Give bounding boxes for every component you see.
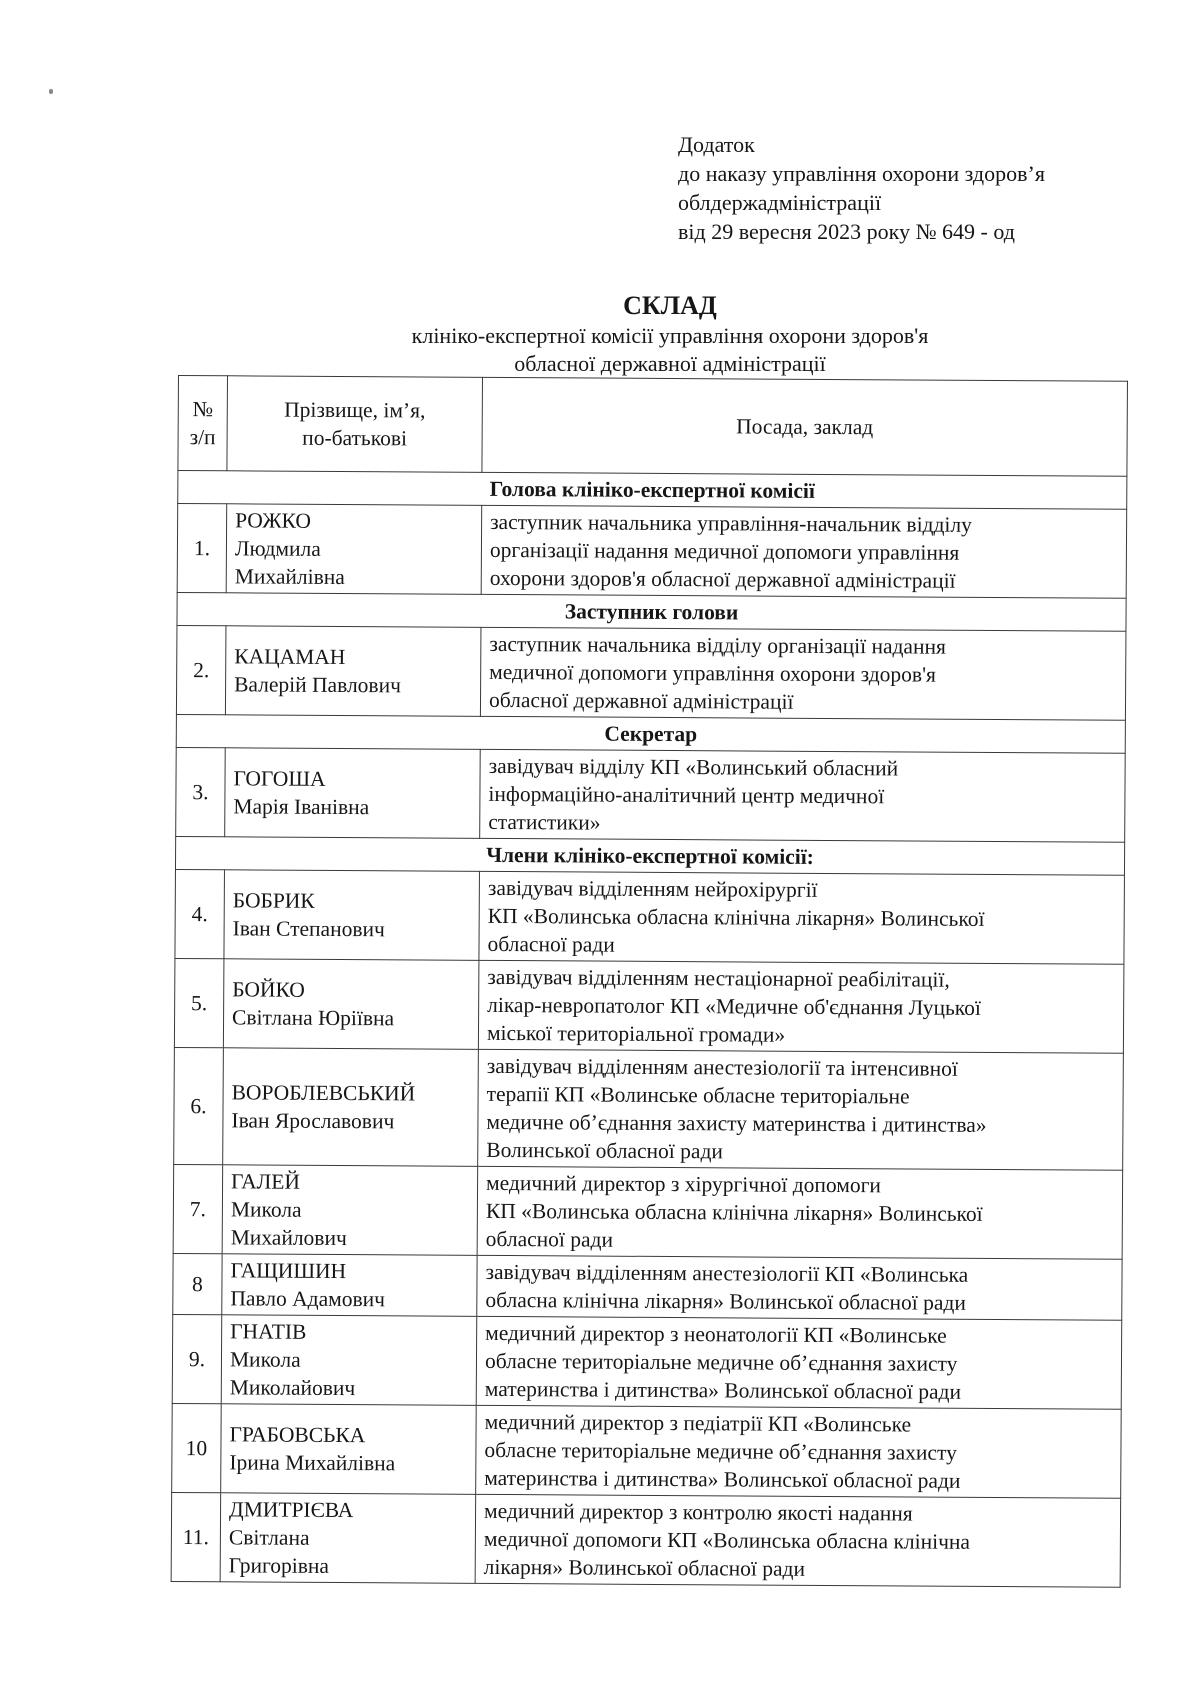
position-line: обласної державної адміністрації	[488, 687, 794, 714]
document-subtitle-line: клініко-експертної комісії управління охорони здоров'я	[411, 323, 929, 348]
row-name	[226, 504, 482, 595]
row-name	[222, 1165, 478, 1256]
surname: ГАЛЕЙ	[231, 1169, 301, 1194]
annex-line: до наказу управління охорони здоров’я	[678, 161, 1045, 186]
position-line: медичне об’єднання захисту материнства і дитинства»	[486, 1109, 987, 1137]
row-num: 1.	[177, 504, 227, 593]
table-row	[171, 1492, 1121, 1587]
name-line: Людмила	[234, 536, 321, 561]
row-num: 3.	[176, 747, 226, 836]
annex-line: облдержадміністрації	[678, 190, 882, 215]
table-row	[173, 1253, 1122, 1320]
surname: ГАЩИШИН	[230, 1258, 347, 1284]
document-subtitle-line: обласної державної адміністрації	[514, 351, 826, 376]
row-position	[481, 505, 1127, 598]
scan-speck	[49, 89, 53, 94]
section-title: Заступник голови	[177, 592, 1126, 631]
name-line: Михайлівна	[234, 564, 345, 590]
row-name	[223, 1048, 479, 1167]
position-line: обласної ради	[487, 931, 615, 957]
position-line: медичний директор з неонатології КП «Волинське	[485, 1320, 947, 1348]
position-line: медичний директор з хірургічної допомоги	[485, 1170, 882, 1198]
row-position	[479, 871, 1125, 964]
position-line: міської територіальної громади»	[486, 1020, 786, 1047]
table-row	[175, 869, 1125, 964]
row-name	[224, 870, 480, 961]
surname: ГОГОША	[233, 766, 326, 791]
name-line: Марія Іванівна	[233, 794, 370, 820]
position-line: організації надання медичної допомоги управління	[489, 537, 960, 565]
table-row	[176, 747, 1126, 842]
commission-table	[171, 375, 1128, 1588]
position-line: КП «Волинська обласна клінічна лікарня» Волинської	[487, 903, 985, 931]
row-num: 10	[172, 1403, 222, 1492]
surname: ДМИТРІЄВА	[228, 1497, 354, 1523]
row-num: 2.	[176, 625, 226, 714]
row-num: 11.	[171, 1492, 221, 1581]
document-title: СКЛАД	[623, 291, 717, 320]
table-row	[177, 504, 1127, 599]
annex-line: Додаток	[678, 132, 755, 157]
position-line: материнства і дитинства» Волинської обласної ради	[484, 1465, 961, 1493]
table-header-row	[178, 376, 1128, 477]
position-line: медичної допомоги управління охорони здоров'я	[489, 659, 936, 687]
name-line: Михайлович	[230, 1225, 347, 1251]
position-line: лікар-невропатолог КП «Медичне об'єднання Луцької	[487, 992, 981, 1020]
name-line: Павло Адамович	[230, 1286, 386, 1312]
header-num-line: з/п	[189, 425, 216, 450]
position-line: обласної ради	[485, 1226, 614, 1252]
position-line: завідувач відділенням нейрохірургії	[487, 875, 818, 902]
row-name	[220, 1493, 476, 1584]
position-line: материнства і дитинства» Волинської обласної ради	[484, 1376, 962, 1404]
position-line: охорони здоров'я обласної державної адміністрації	[489, 565, 956, 593]
row-num: 7.	[173, 1164, 223, 1253]
position-line: завідувач відділенням нестаціонарної реабілітації,	[487, 964, 950, 992]
row-position	[476, 1405, 1122, 1498]
header-name	[227, 376, 483, 473]
name-line: Григорівна	[228, 1553, 330, 1578]
document-heading	[300, 290, 1040, 378]
row-num: 5.	[174, 958, 224, 1047]
header-num-line: №	[192, 397, 214, 422]
row-name	[221, 1404, 477, 1495]
row-position	[475, 1494, 1121, 1587]
surname: РОЖКО	[235, 508, 311, 533]
table-row	[173, 1164, 1123, 1259]
surname: ГНАТІВ	[230, 1319, 307, 1344]
section-title: Секретар	[176, 714, 1125, 753]
row-num: 6.	[174, 1047, 224, 1164]
position-line: медичної допомоги КП «Волинська обласна клінічна	[483, 1526, 971, 1554]
row-num: 4.	[175, 869, 225, 958]
position-line: заступник начальника відділу організації надання	[489, 631, 946, 659]
row-position	[480, 627, 1126, 720]
position-line: завідувач відділу КП «Волинський обласний	[488, 753, 899, 781]
name-line: Микола	[229, 1347, 301, 1372]
position-line: лікарня» Волинської обласної ради	[483, 1554, 806, 1581]
position-line: статистики»	[488, 809, 601, 835]
position-line: КП «Волинська обласна клінічна лікарня» Волинської	[485, 1198, 983, 1226]
row-position	[477, 1166, 1123, 1259]
name-line: Іван Степанович	[232, 916, 385, 942]
row-position	[480, 749, 1126, 842]
section-title: Члени клініко-експертної комісії:	[175, 836, 1124, 875]
row-position	[478, 1049, 1124, 1170]
section-title: Голова клініко-експертної комісії	[178, 471, 1127, 510]
table-row	[174, 1047, 1124, 1170]
header-name-line: по-батькові	[302, 425, 408, 451]
row-name	[221, 1315, 477, 1406]
table-row	[174, 958, 1124, 1053]
position-line: Волинської обласної ради	[486, 1137, 724, 1164]
row-num: 8	[173, 1253, 222, 1314]
surname: БОБРИК	[232, 888, 315, 913]
name-line: Микола	[230, 1197, 302, 1222]
row-position	[478, 960, 1124, 1053]
position-line: завідувач відділенням анестезіології та інтенсивної	[486, 1053, 958, 1081]
name-line: Ірина Михайлівна	[229, 1450, 396, 1476]
name-line: Світлана Юріївна	[232, 1005, 395, 1031]
row-name	[222, 1254, 477, 1317]
table-row	[176, 625, 1126, 720]
position-line: обласне територіальне медичне об’єднання захисту	[484, 1437, 957, 1465]
annex-line: від 29 вересня 2023 року № 649 - од	[678, 219, 1015, 244]
annex-block	[678, 130, 1045, 246]
surname: КАЦАМАН	[234, 644, 346, 670]
name-line: Миколайович	[229, 1375, 356, 1401]
position-line: інформаційно-аналітичний центр медичної	[488, 781, 885, 809]
position-line: медичний директор з педіатрії КП «Волинське	[484, 1409, 912, 1437]
row-num: 9.	[172, 1314, 222, 1403]
table-row	[172, 1314, 1122, 1409]
surname: ВОРОБЛЕВСЬКИЙ	[231, 1080, 416, 1106]
name-line: Іван Ярославович	[231, 1108, 395, 1134]
table-row	[172, 1403, 1122, 1498]
header-name-line: Прізвище, ім’я,	[284, 397, 426, 423]
row-position	[477, 1255, 1122, 1320]
surname: ГРАБОВСЬКА	[229, 1422, 366, 1448]
position-line: медичний директор з контролю якості надання	[483, 1498, 913, 1526]
surname: БОЙКО	[232, 977, 305, 1002]
position-line: терапії КП «Волинське обласне територіальне	[486, 1081, 910, 1109]
position-line: обласне територіальне медичне об’єднання захисту	[484, 1348, 958, 1376]
position-line: заступник начальника управління-начальник відділу	[490, 509, 973, 537]
header-num	[178, 376, 228, 471]
position-line: завідувач відділенням анестезіології КП «Волинська	[485, 1259, 969, 1287]
header-position: Посада, заклад	[482, 377, 1128, 476]
name-line: Світлана	[228, 1525, 310, 1550]
row-name	[223, 959, 479, 1050]
name-line: Валерій Павлович	[234, 672, 402, 698]
row-position	[476, 1316, 1122, 1409]
row-name	[225, 748, 481, 839]
row-name	[225, 626, 481, 717]
position-line: обласна клінічна лікарня» Волинської обласної ради	[485, 1287, 966, 1315]
